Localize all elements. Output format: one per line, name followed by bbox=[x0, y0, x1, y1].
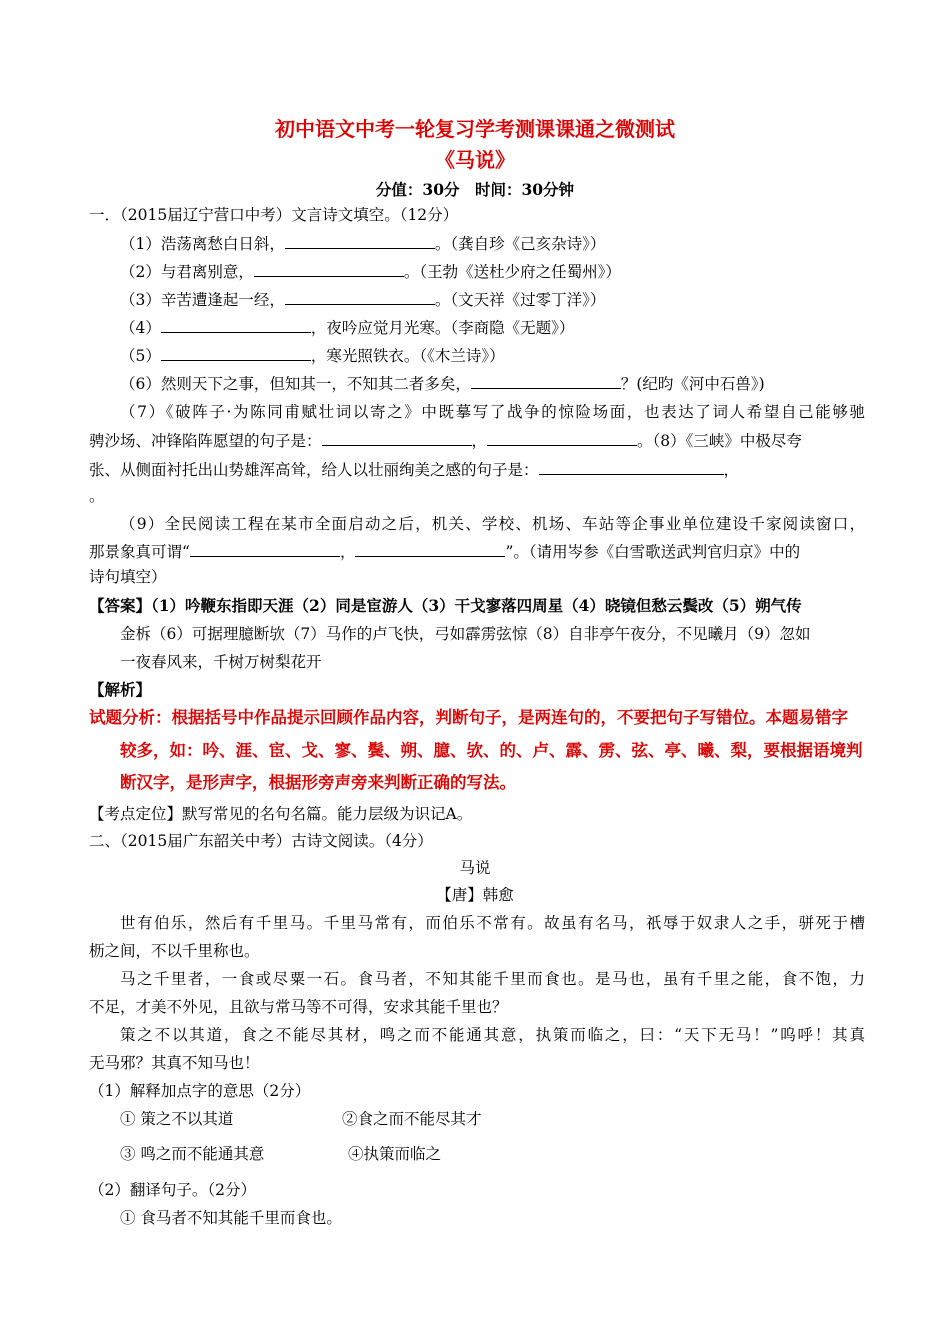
q1-item-4: （4） ，夜吟应觉月光寒。（李商隐《无题》） bbox=[120, 319, 575, 337]
sub-question-2-item-1: ① 食马者不知其能千里而食也。 bbox=[120, 1209, 342, 1227]
answer-blank[interactable] bbox=[285, 233, 435, 249]
question-1-header: 一．（2015届辽宁营口中考）文言诗文填空。（12分） bbox=[89, 206, 459, 224]
q1-item-9-line2: 那景象真可谓“ ， ”。（请用岑参《白雪歌送武判官归京》中的 bbox=[89, 543, 801, 561]
answer-blank[interactable] bbox=[254, 261, 404, 277]
analysis-line-3: 断汉字，是形声字，根据形旁声旁来判断正确的写法。 bbox=[120, 773, 516, 792]
question-2-header: 二、（2015届广东韶关中考）古诗文阅读。（4分） bbox=[89, 832, 433, 850]
passage-p3-line1: 策之不以其道，食之不能尽其材，鸣之而不能通其意，执策而临之，曰：“天下无马！”呜呼！其真 bbox=[120, 1026, 865, 1044]
sub-question-1-item-3: ③ 鸣之而不能通其意 bbox=[120, 1145, 265, 1163]
analysis-header: 【解析】 bbox=[89, 680, 152, 699]
kaodian-note: 【考点定位】默写常见的名句名篇。能力层级为识记A。 bbox=[89, 805, 473, 823]
answer-line-1: 【答案】（1）吟鞭东指即天涯（2）同是宦游人（3）干戈寥落四周星（4）晓镜但愁云鬓改（5）朔气传 bbox=[89, 596, 802, 615]
q1-item-5: （5） ，寒光照铁衣。（《木兰诗》） bbox=[120, 347, 505, 365]
q1-item-6: （6）然则天下之事，但知其一，不知其二者多矣， ？(纪昀《河中石兽》) bbox=[120, 375, 765, 393]
sub-question-1-header: （1）解释加点字的意思（2分） bbox=[89, 1082, 311, 1100]
sub-question-1-item-1: ① 策之不以其道 bbox=[120, 1110, 234, 1128]
answer-blank[interactable] bbox=[471, 373, 621, 389]
answer-blank[interactable] bbox=[355, 541, 505, 557]
document-title: 初中语文中考一轮复习学考测课课通之微测试 bbox=[275, 117, 675, 141]
answer-line-3: 一夜春风来，千树万树梨花开 bbox=[120, 653, 322, 671]
passage-p3-line2: 无马邪？其真不知马也！ bbox=[89, 1054, 260, 1072]
analysis-line-1: 试题分析：根据括号中作品提示回顾作品内容，判断句子，是两连句的，不要把句子写错位。本题易错字 bbox=[89, 708, 848, 727]
answer-blank[interactable] bbox=[487, 430, 637, 446]
q1-item-8-line: 张、从侧面衬托出山势雄浑高耸，给人以壮丽绚美之感的句子是： ， bbox=[89, 461, 740, 479]
answer-blank[interactable] bbox=[161, 345, 311, 361]
passage-p1-line1: 世有伯乐，然后有千里马。千里马常有，而伯乐不常有。故虽有名马，祇辱于奴隶人之手，骈死于槽 bbox=[120, 914, 865, 932]
analysis-line-2: 较多，如：吟、涯、宦、戈、寥、鬓、朔、臆、欤、的、卢、霹、雳、弦、亭、曦、梨，要根据语境判 bbox=[120, 741, 863, 760]
q1-item-9-line3: 诗句填空） bbox=[89, 568, 167, 586]
q1-item-2: （2）与君离别意， 。（王勃《送杜少府之任蜀州》） bbox=[120, 263, 621, 281]
sub-question-1-item-2: ②食之而不能尽其才 bbox=[342, 1110, 482, 1128]
sub-question-2-header: （2）翻译句子。（2分） bbox=[89, 1181, 256, 1199]
q1-item-9-line1: （9）全民阅读工程在某市全面启动之后，机关、学校、机场、车站等企事业单位建设千家阅读窗口， bbox=[120, 515, 865, 533]
q1-item-8-end: 。 bbox=[89, 487, 105, 505]
document-subtitle: 《马说》 bbox=[435, 148, 515, 172]
answer-blank[interactable] bbox=[285, 289, 435, 305]
passage-p1-line2: 枥之间，不以千里称也。 bbox=[89, 942, 260, 960]
q1-item-3: （3）辛苦遭逢起一经， 。（文天祥《过零丁洋》） bbox=[120, 291, 606, 309]
q1-item-7-line1: （7）《破阵子·为陈同甫赋壮词以寄之》中既摹写了战争的惊险场面，也表达了词人希望自己能够驰 bbox=[120, 403, 865, 421]
q1-item-7-line2: 骋沙场、冲锋陷阵愿望的句子是： ， 。（8）《三峡》中极尽夸 bbox=[89, 432, 802, 450]
passage-p2-line1: 马之千里者，一食或尽粟一石。食马者，不知其能千里而食也。是马也，虽有千里之能，食不饱，力 bbox=[120, 970, 865, 988]
sub-question-1-item-4: ④执策而临之 bbox=[348, 1145, 442, 1163]
answer-blank[interactable] bbox=[190, 541, 340, 557]
poem-title: 马说 bbox=[459, 859, 491, 877]
answer-blank[interactable] bbox=[539, 459, 724, 475]
answer-blank[interactable] bbox=[322, 430, 472, 446]
answer-blank[interactable] bbox=[161, 317, 311, 333]
poem-author: 【唐】韩愈 bbox=[436, 886, 514, 904]
passage-p2-line2: 不足，才美不外见，且欲与常马等不可得，安求其能千里也？ bbox=[89, 998, 508, 1016]
score-time-info: 分值：30分 时间：30分钟 bbox=[375, 180, 575, 199]
answer-line-2: 金柝（6）可据理臆断欤（7）马作的卢飞快，弓如霹雳弦惊（8）自非亭午夜分，不见曦月（9）忽如 bbox=[120, 625, 811, 643]
q1-item-1: （1）浩荡离愁白日斜， 。（龚自珍《己亥杂诗》） bbox=[120, 235, 606, 253]
